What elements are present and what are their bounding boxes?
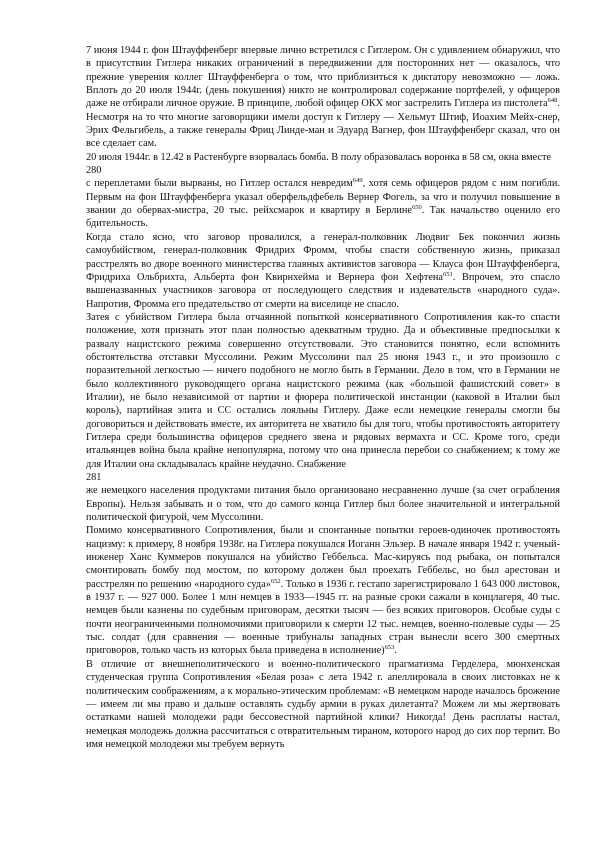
text-run: В отличие от внешнеполитического и военно-политического прагматизма Герделера, мюнхенская студенческая группа Сопротивления «Белая роза» с лета 1942 г. апеллировала в своих листовках не к политическим соображениям, а к морально-этическим проблемам: «В немецком народе началось брожение — имеем ли мы право и дальше оставлять судьбу армии в руках дилетанта? Можем ли мы жертвовать остатками нашей молодежи ради бессовестной партийной клики? Никогда! День расплаты настал, немецкая молодежь должна рассчитаться с отвратительным тираном, которого народ до сих пор терпит. Во имя немецкой молодежи мы требуем вернуть bbox=[86, 658, 560, 750]
text-run: Помимо консервативного Сопротивления, были и спонтанные попытки героев-одиночек противостоять нацизму: к примеру, 8 ноября 1938г. на Гитлера покушался Иоганн Эльзер. В начале января 1942 г. ученый-инженер Ханс Куммеров покушался на убийство Геббельса. Мас-кируясь под рыбака, он попытался смонтировать бомбу под мостом, по которому должен был проехать Геббельс, но был арестован и расстрелян по решению «народного суда» bbox=[86, 525, 560, 590]
text-run: . Только в 1936 г. гестапо зарегистрировало 1 643 000 листовок, в 1937 г. — 927 000. Более 1 млн немцев в 1933—1945 гг. на разные сроки сажали в концлагеря, 40 тыс. немцев были казнены по судебным приговорам, десятки тысяч — без всяких приговоров. Особые суды с почти неограниченными полномочиями приговорили к смерти 12 тыс. немцев, военно-полевые суды — 25 тыс. солдат (для сравнения — военные трибуналы западных стран вынесли всего 300 смертных приговоров, только часть из которых была приведена в исполнение) bbox=[86, 578, 560, 657]
paragraph bbox=[86, 177, 560, 230]
text-run: Затея с убийством Гитлера была отчаянной попыткой консервативного Сопротивления как-то спасти положение, хотя признать этот план полностью адекватным трудно. Да и объективные предпосылки к развалу нацистского режима совершенно отсутствовали. Это становится понятно, если вспомнить обстоятельства отставки Муссолини. Режим Муссолини пал 25 июня 1943 г., и это произошло с поразительной легкостью — ничего подобного не могло быть в Германии. Дело в том, что в Германии не было коллективного руководящего органа нацистского режима (как «большой фашистский совет» в Италии), не было независимой от партии и фюрера политической инстанции (каковой в Италии был король), партийная элита и СС остались лояльны Гитлеру. Даже если немецкие генералы смогли бы договориться и действовать вместе, их авторитета не хватило бы для того, чтобы противостоять авторитету Гитлера среди большинства офицеров среднего звена и рядовых вермахта и СС. Кроме того, среди итальянцев война была крайне непопулярна, потому что она принесла перебои со снабжением; к тому же для Италии она складывалась крайне неудачно. Снабжение bbox=[86, 311, 560, 470]
text-run: , хотя семь офицеров рядом с ним погибли. Первым на фон Штауффенберга указал оберфельдфебель Вернер Фогель, за что и получил повышение в звании до оберваx-мистра, 20 тыс. рейхсмарок и квартиру в Берлине bbox=[86, 178, 560, 217]
text-run: . bbox=[394, 645, 397, 657]
paragraph bbox=[86, 658, 560, 751]
paragraph bbox=[86, 311, 560, 471]
page-number: 280 bbox=[86, 165, 102, 177]
footnote-ref-649[interactable]: 649 bbox=[352, 177, 363, 185]
text-run: . Несмотря на то что многие заговорщики имели доступ к Гитлеру — Хельмут Штиф, Иоахим Мейх-снер, Эрих Фельгибель, а также генералы Фриц Линде-ман и Эдуард Вагнер, фон Штауффенберг сказал, что он все сделает сам. bbox=[86, 98, 560, 150]
text-run: . Так начальство оценило его бдительность. bbox=[86, 205, 560, 230]
paragraph bbox=[86, 484, 560, 524]
text-run: 7 июня 1944 г. фон Штауффенберг впервые лично встретился с Гитлером. Он с удивлением обнаружил, что в присутствии Гитлера никаких ограничений в передвижении для посторонних нет — оказалось, что прежние уверения коллег Штауффенберга о том, что приблизиться к диктатору невозможно — ложь. Вплоть до 20 июля 1944г. (день покушения) никто не контролировал содержание портфелей, у офицеров даже не отбирали личное оружие. В принципе, любой офицер ОКХ мог застрелить Гитлера из пистолета bbox=[86, 45, 560, 110]
footnote-ref-652[interactable]: 652 bbox=[270, 577, 281, 585]
footnote-ref-648[interactable]: 648 bbox=[547, 97, 558, 105]
page-number: 281 bbox=[86, 472, 102, 483]
paragraph bbox=[86, 524, 560, 657]
footnote-ref-651[interactable]: 651 bbox=[442, 270, 453, 278]
text-run: . Впрочем, это спасло вышеназванных участников заговора от последующего следствия и издевательств «народного суда». Напротив, Фромма его предательство от смерти на виселице не спасло. bbox=[86, 271, 560, 310]
text-run: Когда стало ясно, что заговор провалился, а генерал-полковник Людвиг Бек покончил жизнь самоубийством, генерал-полковник Фридрих Фромм, чтобы спасти собственную жизнь, приказал расстрелять во дворе военного министерства главных активистов заговора — Клауса фон Штауффенберга, Фридриха Ольбрихта, Альберта фон Квирнхейма и Вернера фон Хефтена bbox=[86, 231, 560, 283]
paragraph bbox=[86, 151, 560, 164]
text-run: 20 июля 1944г. в 12.42 в Растенбурге взорвалась бомба. В полу образовалась воронка в 58 см, окна вместе bbox=[86, 151, 552, 163]
text-run: с переплетами были вырваны, но Гитлер остался невредим bbox=[86, 178, 353, 190]
paragraph bbox=[86, 231, 560, 311]
text-run: же немецкого населения продуктами питания было организовано несравненно лучше (за счет ограбления Европы). Нельзя забывать и о том, что до самого конца Гитлер был более значительной и интегральной политической фигурой, чем Муссолини. bbox=[86, 485, 560, 524]
paragraph bbox=[86, 44, 560, 151]
footnote-ref-653[interactable]: 653 bbox=[384, 644, 395, 652]
footnote-ref-650[interactable]: 650 bbox=[411, 204, 422, 212]
